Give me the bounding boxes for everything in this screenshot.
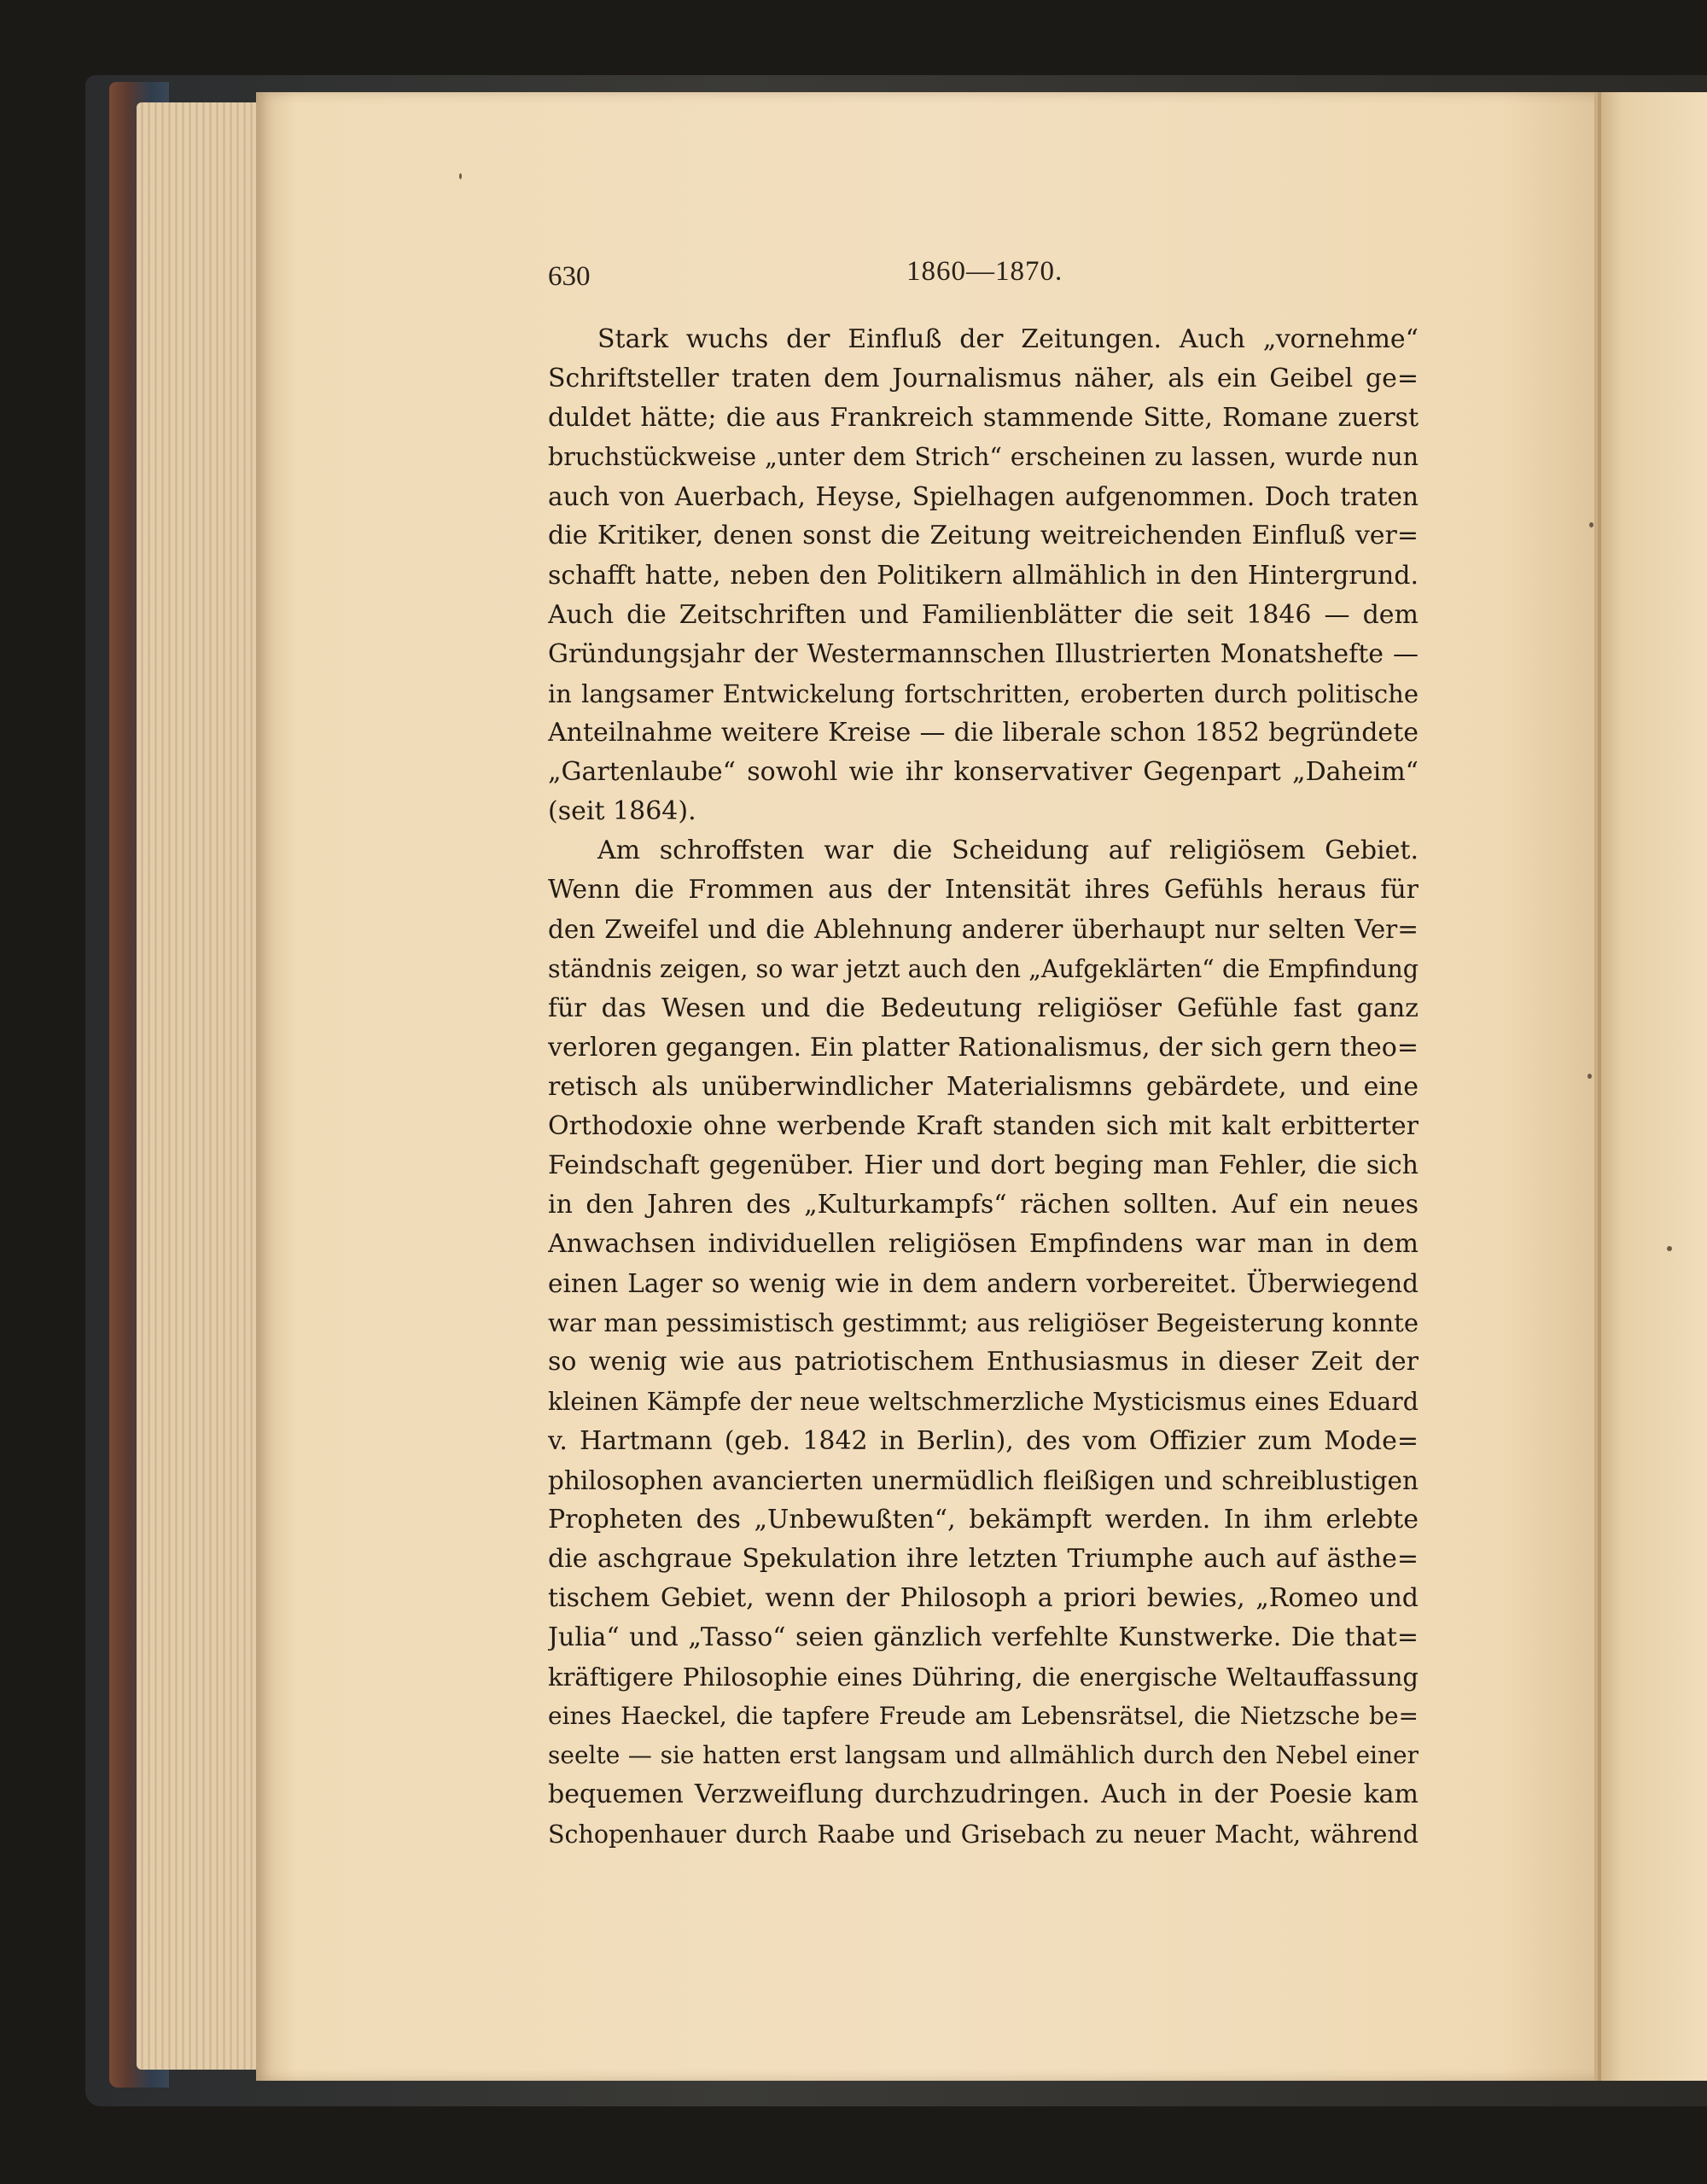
text-line: die aschgraue Spekulation ihre letzten Triumphe auch auf ästhe= — [548, 1543, 1419, 1574]
body-text — [548, 320, 1419, 1855]
text-line: Propheten des „Unbewußten“, bekämpft werden. In ihm erlebte — [548, 1504, 1419, 1535]
text-line: philosophen avancierten unermüdlich fleißigen und schreiblustigen — [548, 1465, 1419, 1495]
text-line: Julia“ und „Tasso“ seien gänzlich verfehlte Kunstwerke. Die that= — [548, 1622, 1419, 1653]
text-line: Feindschaft gegenüber. Hier und dort beging man Fehler, die sich — [548, 1150, 1419, 1180]
text-line: Stark wuchs der Einfluß der Zeitungen. Auch „vornehme“ — [597, 324, 1419, 354]
text-line: Auch die Zeitschriften und Familienblätter die seit 1846 — dem — [548, 599, 1419, 630]
text-line: so wenig wie aus patriotischem Enthusiasmus in dieser Zeit der — [548, 1347, 1419, 1377]
paper-speck — [1588, 1074, 1592, 1079]
text-line: seelte — sie hatten erst langsam und allmählich durch den Nebel einer — [548, 1741, 1419, 1770]
text-line: kleinen Kämpfe der neue weltschmerzliche Mysticismus eines Eduard — [548, 1387, 1419, 1416]
text-line: eines Haeckel, die tapfere Freude am Lebensrätsel, die Nietzsche be= — [548, 1702, 1419, 1731]
text-line: (seit 1864). — [548, 796, 696, 827]
paper-speck — [1667, 1246, 1672, 1251]
text-line: Wenn die Frommen aus der Intensität ihres Gefühls heraus für — [548, 875, 1419, 906]
page-gutter — [1598, 92, 1601, 2081]
text-line: v. Hartmann (geb. 1842 in Berlin), des vom Offizier zum Mode= — [548, 1425, 1419, 1456]
text-line: einen Lager so wenig wie in dem andern vorbereitet. Überwiegend — [548, 1269, 1419, 1299]
paper-speck — [459, 173, 462, 179]
text-line: Orthodoxie ohne werbende Kraft standen sich mit kalt erbitterter — [548, 1110, 1419, 1141]
text-line: Anwachsen individuellen religiösen Empfindens war man in dem — [548, 1229, 1419, 1260]
facing-page — [1594, 92, 1707, 2081]
text-line: bequemen Verzweiflung durchzudringen. Auch in der Poesie kam — [548, 1779, 1419, 1810]
text-line: retisch als unüberwindlicher Materialismns gebärdete, und eine — [548, 1071, 1419, 1102]
text-line: tischem Gebiet, wenn der Philosoph a priori bewies, „Romeo und — [548, 1583, 1419, 1613]
text-line: bruchstückweise „unter dem Strich“ erscheinen zu lassen, wurde nun — [548, 443, 1419, 472]
paper-speck — [1589, 522, 1593, 527]
text-line: in langsamer Entwickelung fortschritten, eroberten durch politische — [548, 678, 1419, 708]
page-stack — [137, 102, 265, 2070]
text-line: den Zweifel und die Ablehnung anderer überhaupt nur selten Ver= — [548, 915, 1419, 945]
text-line: Gründungsjahr der Westermannschen Illustrierten Monatshefte — — [548, 638, 1419, 669]
text-line: Schriftsteller traten dem Journalismus näher, als ein Geibel ge= — [548, 364, 1419, 394]
text-line: für das Wesen und die Bedeutung religiöser Gefühle fast ganz — [548, 993, 1419, 1023]
page-number: 630 — [548, 261, 591, 292]
running-head: 1860—1870. — [906, 256, 1063, 287]
page-header — [548, 256, 1419, 299]
text-line: verloren gegangen. Ein platter Rationalismus, der sich gern theo= — [548, 1032, 1419, 1063]
text-line: war man pessimistisch gestimmt; aus religiöser Begeisterung konnte — [548, 1308, 1419, 1338]
text-line: ständnis zeigen, so war jetzt auch den „Aufgeklärten“ die Empfindung — [548, 954, 1419, 983]
text-line: in den Jahren des „Kulturkampfs“ rächen sollten. Auf ein neues — [548, 1190, 1419, 1220]
text-line: schafft hatte, neben den Politikern allmählich in den Hintergrund. — [548, 560, 1419, 591]
text-line: die Kritiker, denen sonst die Zeitung weitreichenden Einfluß ver= — [548, 521, 1419, 551]
text-line: kräftigere Philosophie eines Dühring, die energische Weltauffassung — [548, 1663, 1419, 1692]
text-line: auch von Auerbach, Heyse, Spielhagen aufgenommen. Doch traten — [548, 482, 1419, 512]
text-line: Anteilnahme weitere Kreise — die liberale schon 1852 begründete — [548, 717, 1419, 748]
text-line: Am schroffsten war die Scheidung auf religiösem Gebiet. — [597, 836, 1419, 866]
text-line: Schopenhauer durch Raabe und Grisebach zu neuer Macht, während — [548, 1820, 1419, 1849]
text-line: duldet hätte; die aus Frankreich stammende Sitte, Romane zuerst — [548, 403, 1419, 434]
text-line: „Gartenlaube“ sowohl wie ihr konservativer Gegenpart „Daheim“ — [548, 757, 1419, 788]
